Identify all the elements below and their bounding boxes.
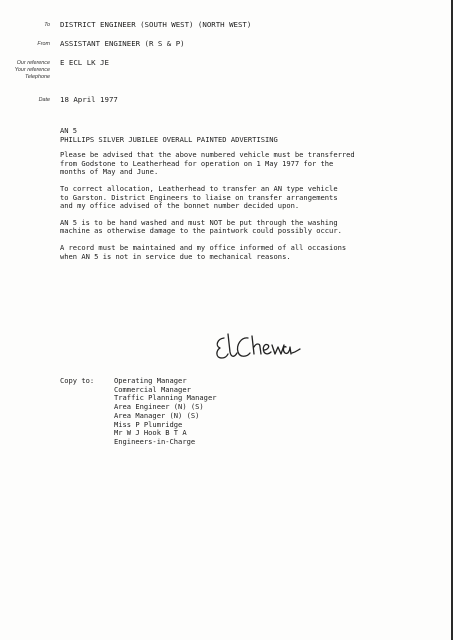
to-label: To [44, 22, 50, 28]
copy-to-list [114, 377, 217, 447]
paragraph-line: A record must be maintained and my office informed of all occasions [60, 242, 347, 252]
copy-to-label: Copy to: [60, 376, 95, 385]
copy-recipient: Miss P Plumridge [114, 419, 183, 429]
your-reference-label: Your reference [14, 67, 50, 73]
date-label: Date [38, 97, 50, 103]
paragraph-line: AN 5 is to be hand washed and must NOT be put through the washing [60, 217, 338, 227]
subject-vehicle-number: AN 5 [60, 126, 78, 135]
paragraph-line: when AN 5 is not in service due to mechanical reasons. [60, 251, 291, 261]
copy-recipient: Area Manager (N) (S) [114, 410, 200, 420]
copy-recipient: Traffic Planning Manager [114, 393, 217, 403]
copy-recipient: Commercial Manager [114, 384, 191, 394]
paragraph-1 [60, 151, 360, 177]
from-value: ASSISTANT ENGINEER (R S & P) [60, 39, 185, 48]
to-value: DISTRICT ENGINEER (SOUTH WEST) (NORTH WEST) [60, 20, 252, 29]
copy-recipient: Mr W J Hook B T A [114, 428, 187, 438]
our-reference-label: Our reference [16, 60, 50, 66]
signature-icon [210, 328, 320, 368]
our-reference-value: E ECL LK JE [60, 58, 109, 67]
subject-title: PHILLIPS SILVER JUBILEE OVERALL PAINTED ADVERTISING [60, 134, 278, 144]
copy-recipient: Engineers-in-Charge [114, 436, 196, 446]
paragraph-line: to Garston. District Engineers to liaise on transfer arrangements [60, 192, 338, 202]
paragraph-line: Please be advised that the above numbered vehicle must be transferred [60, 150, 355, 160]
memo-body [60, 127, 360, 269]
from-label: From [37, 41, 50, 47]
date-value: 18 April 1977 [60, 95, 118, 104]
paragraph-line: To correct allocation, Leatherhead to transfer an AN type vehicle [60, 183, 338, 193]
paragraph-line: and my office advised of the bonnet number decided upon. [60, 201, 300, 211]
paragraph-line: from Godstone to Leatherhead for operation on 1 May 1977 for the [60, 158, 334, 168]
paragraph-line: machine as otherwise damage to the paintwork could possibly occur. [60, 226, 342, 236]
paragraph-2 [60, 185, 360, 211]
copy-recipient: Operating Manager [114, 376, 187, 385]
subject-block [60, 127, 360, 144]
copy-recipient: Area Engineer (N) (S) [114, 402, 204, 412]
handwritten-signature [210, 328, 320, 372]
telephone-label: Telephone [25, 74, 50, 80]
paragraph-4 [60, 244, 360, 261]
paragraph-3 [60, 219, 360, 236]
paragraph-line: months of May and June. [60, 167, 159, 177]
